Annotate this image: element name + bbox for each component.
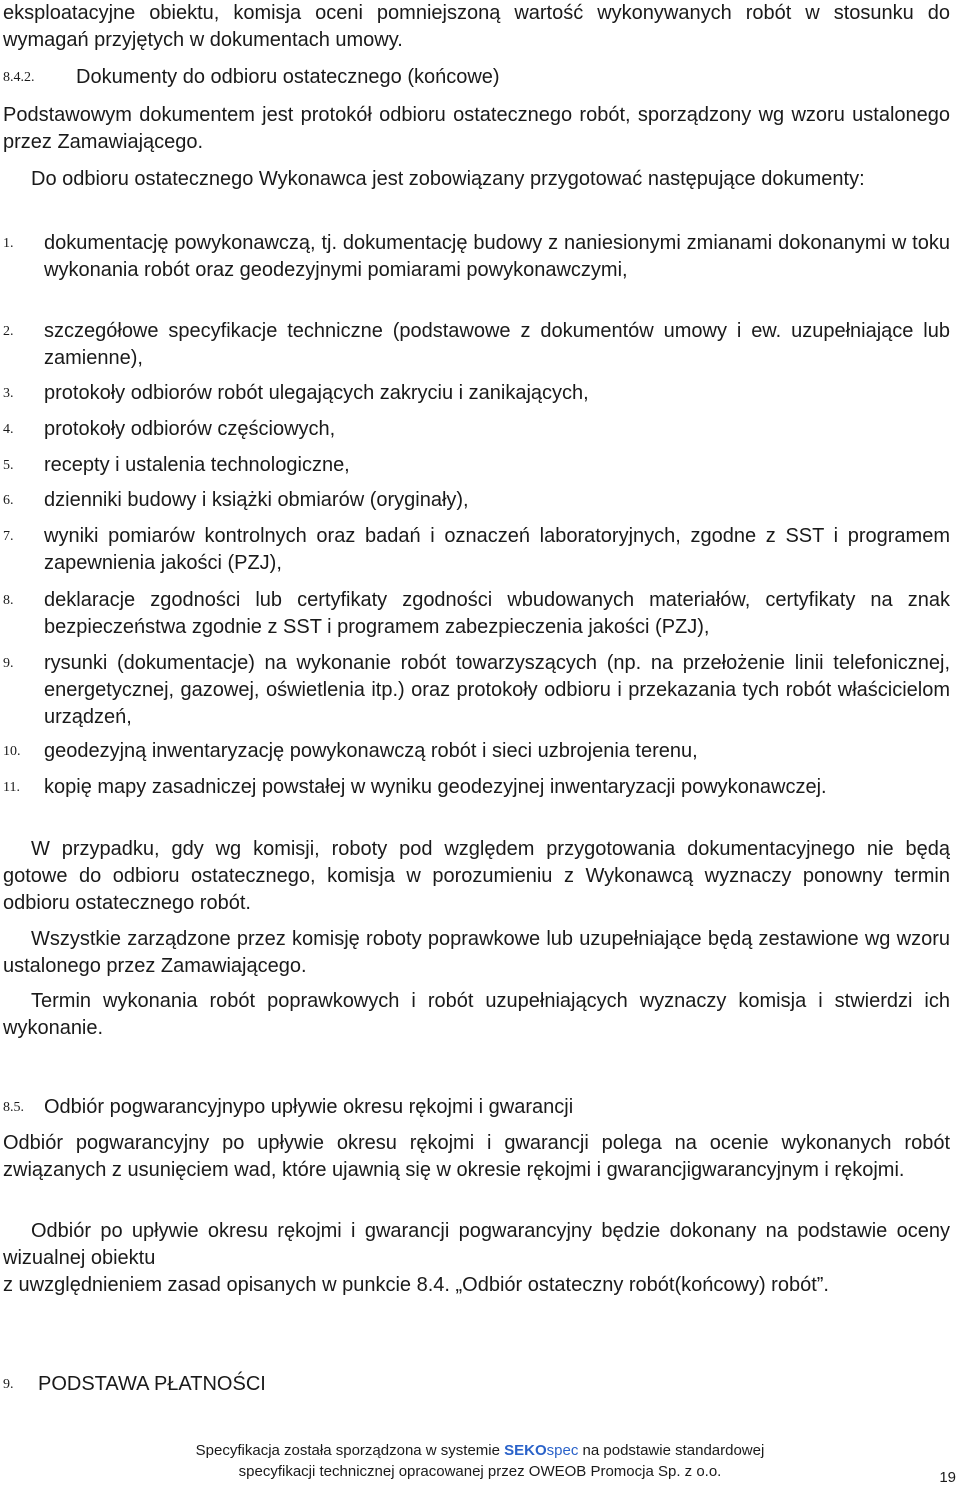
list-item: protokoły odbiorów częściowych, bbox=[44, 418, 336, 440]
list-item: kopię mapy zasadniczej powstałej w wyniku geodezyjnej inwentaryzacji powykonawczej. bbox=[44, 776, 827, 798]
list-number: 8. bbox=[3, 593, 14, 608]
paragraph-second-term: W przypadku, gdy wg komisji, roboty pod względem przygotowania dokumentacyjnego nie będą gotowe do odbioru ostatecznego, komisja w porozumieniu z Wykonawcą wyznaczy ponowny termin odbioru ostatecznego robót. bbox=[3, 838, 950, 914]
footer-text-pre: Specyfikacja została sporządzona w systemie bbox=[195, 1442, 500, 1459]
paragraph-deadline: Termin wykonania robót poprawkowych i robót uzupełniających wyznaczy komisja i stwierdzi ich wykonanie. bbox=[3, 990, 950, 1039]
list-number: 3. bbox=[3, 386, 14, 401]
section-title-842: Dokumenty do odbioru ostatecznego (końcowe) bbox=[76, 66, 500, 88]
logo-seko: SEKO bbox=[504, 1442, 547, 1459]
list-number: 6. bbox=[3, 493, 14, 508]
paragraph-post-warranty: Odbiór pogwarancyjny po upływie okresu rękojmi i gwarancji polega na ocenie wykonanych robót związanych z usunięciem wad, które ujawnią się w okresie rękojmi i gwarancjigwarancyjnym i rękojmi. bbox=[3, 1132, 950, 1181]
list-item: geodezyjną inwentaryzację powykonawczą robót i sieci uzbrojenia terenu, bbox=[44, 740, 698, 762]
paragraph-principles: z uwzględnieniem zasad opisanych w punkcie 8.4. „Odbiór ostateczny robót(końcowy) robót”. bbox=[3, 1274, 829, 1296]
list-number: 5. bbox=[3, 458, 14, 473]
list-item: recepty i ustalenia technologiczne, bbox=[44, 454, 350, 476]
section-title-9: PODSTAWA PŁATNOŚCI bbox=[38, 1373, 266, 1395]
paragraph-protocol: Podstawowym dokumentem jest protokół odbioru ostatecznego robót, sporządzony wg wzoru ustalonego przez Zamawiającego. bbox=[3, 104, 950, 153]
list-number: 4. bbox=[3, 422, 14, 437]
list-number: 2. bbox=[3, 324, 14, 339]
paragraph-documents-intro: Do odbioru ostatecznego Wykonawca jest zobowiązany przygotować następujące dokumenty: bbox=[31, 168, 865, 190]
list-item: rysunki (dokumentacje) na wykonanie robót towarzyszących (np. na przełożenie linii telefonicznej, energetycznej, gazowej, oświetlenia itp.) oraz protokoły odbioru i przekazania tych robót właścicielom urządzeń, bbox=[44, 652, 950, 728]
list-number: 11. bbox=[3, 780, 20, 795]
list-number: 7. bbox=[3, 529, 14, 544]
footer-text-post: na podstawie standardowej bbox=[582, 1442, 765, 1459]
section-title-85: Odbiór pogwarancyjnypo upływie okresu rękojmi i gwarancji bbox=[44, 1096, 574, 1118]
list-item: dzienniki budowy i książki obmiarów (oryginały), bbox=[44, 489, 469, 511]
section-number-85: 8.5. bbox=[3, 1100, 24, 1115]
sekospec-logo bbox=[504, 1442, 578, 1459]
intro-paragraph: eksploatacyjne obiektu, komisja oceni pomniejszoną wartość wykonywanych robót w stosunku do wymagań przyjętych w dokumentach umowy. bbox=[3, 2, 950, 51]
list-item: deklaracje zgodności lub certyfikaty zgodności wbudowanych materiałów, certyfikaty na znak bezpieczeństwa zgodnie z SST i programem zabezpieczenia jakości (PZJ), bbox=[44, 589, 950, 638]
list-item: protokoły odbiorów robót ulegających zakryciu i zanikających, bbox=[44, 382, 589, 404]
page-number: 19 bbox=[939, 1469, 956, 1486]
list-item: szczegółowe specyfikacje techniczne (podstawowe z dokumentów umowy i ew. uzupełniające lub zamienne), bbox=[44, 320, 950, 369]
section-number-842: 8.4.2. bbox=[3, 70, 35, 85]
logo-spec: spec bbox=[546, 1442, 579, 1459]
section-number-9: 9. bbox=[3, 1377, 14, 1392]
paragraph-visual-assessment: Odbiór po upływie okresu rękojmi i gwarancji pogwarancyjny będzie dokonany na podstawie oceny wizualnej obiektu bbox=[3, 1220, 950, 1269]
list-number: 9. bbox=[3, 656, 14, 671]
footer-line-1 bbox=[0, 1441, 960, 1461]
list-number: 10. bbox=[3, 744, 21, 759]
list-item: dokumentację powykonawczą, tj. dokumentację budowy z naniesionymi zmianami dokonanymi w toku wykonania robót oraz geodezyjnymi pomiarami powykonawczymi, bbox=[44, 232, 950, 281]
footer-line-2: specyfikacji technicznej opracowanej przez OWEOB Promocja Sp. z o.o. bbox=[238, 1463, 722, 1480]
paragraph-corrections: Wszystkie zarządzone przez komisję roboty poprawkowe lub uzupełniające będą zestawione wg wzoru ustalonego przez Zamawiającego. bbox=[3, 928, 950, 977]
list-item: wyniki pomiarów kontrolnych oraz badań i oznaczeń laboratoryjnych, zgodne z SST i programem zapewnienia jakości (PZJ), bbox=[44, 525, 950, 574]
list-number: 1. bbox=[3, 236, 14, 251]
